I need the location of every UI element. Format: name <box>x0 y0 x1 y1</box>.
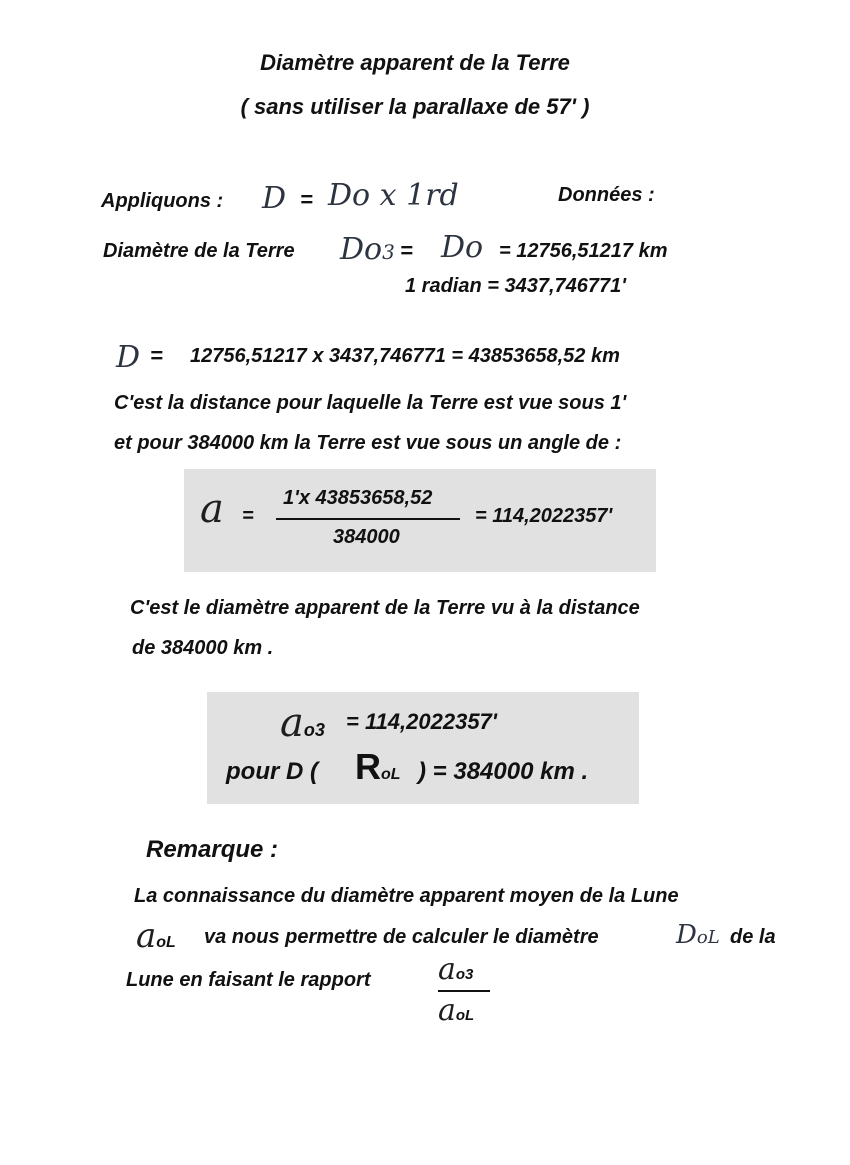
symbol-alpha-earth <box>280 700 325 746</box>
remark-heading: Remarque : <box>146 836 279 863</box>
angle-intro: et pour 384000 km la Terre est vue sous un angle de : <box>114 432 622 454</box>
distance-value: ) = 384000 km . <box>418 758 589 785</box>
symbol-alpha-moon-sub: oL <box>156 934 176 951</box>
symbol-alpha-moon <box>136 916 176 956</box>
symbol-alpha: a <box>200 486 224 532</box>
symbol-D-moon <box>676 920 720 950</box>
earth-diameter-value: = 12756,51217 km <box>499 240 668 262</box>
remark-line-2-end: de la <box>730 926 776 948</box>
symbol-Do-2: Do <box>441 230 484 265</box>
apply-label: Appliquons : <box>101 190 224 212</box>
ratio-denominator <box>438 993 474 1028</box>
symbol-alpha-sub: o3 <box>303 720 325 740</box>
symbol-R-sub: oL <box>381 766 401 783</box>
fraction-numerator: 1'x 43853658,52 <box>283 487 433 509</box>
distance-explanation: C'est la distance pour laquelle la Terre est vue sous 1' <box>114 392 627 414</box>
formula-rhs: Do x 1rd <box>328 178 459 213</box>
symbol-Do-earth <box>340 232 395 267</box>
radian-value: 1 radian = 3437,746771' <box>405 275 627 297</box>
remark-line-2: va nous permettre de calculer le diamètre <box>204 926 599 948</box>
equals-sign: = <box>300 187 313 212</box>
equals-sign-3: = <box>242 505 254 527</box>
symbol-alpha-3: a <box>136 916 157 956</box>
symbol-D: D <box>262 181 287 216</box>
remark-line-1: La connaissance du diamètre apparent moyen de la Lune <box>134 885 679 907</box>
fraction-bar <box>276 518 460 520</box>
ratio-den-sub: oL <box>455 1007 475 1024</box>
pour-D-label: pour D ( <box>226 758 318 785</box>
remark-line-3: Lune en faisant le rapport <box>126 969 371 991</box>
equals-sign-1: = <box>400 238 413 263</box>
angle-result: = 114,2022357' <box>475 505 613 527</box>
ratio-den-symbol: a <box>438 993 456 1028</box>
symbol-alpha-2: a <box>280 700 304 746</box>
distance-calculation: 12756,51217 x 3437,746771 = 43853658,52 km <box>190 345 620 367</box>
donnees-label: Données : <box>558 184 655 206</box>
ratio-numerator <box>438 952 473 987</box>
symbol-D-calc: D <box>116 340 141 375</box>
ratio-bar <box>438 990 490 992</box>
apparent-diameter-text: C'est le diamètre apparent de la Terre vu à la distance <box>130 597 640 619</box>
symbol-sub-earth: 3 <box>382 240 395 264</box>
apparent-diameter-distance: de 384000 km . <box>132 637 274 659</box>
ratio-num-sub: o3 <box>455 966 474 983</box>
ratio-num-symbol: a <box>438 952 456 987</box>
page-title: Diamètre apparent de la Terre <box>260 50 570 75</box>
symbol-Do: Do <box>340 232 383 267</box>
symbol-D-moon-letter: D <box>676 920 697 950</box>
symbol-D-moon-sub: oL <box>696 927 720 948</box>
earth-diameter-label: Diamètre de la Terre <box>103 240 295 262</box>
symbol-R <box>355 746 401 788</box>
page-subtitle: ( sans utiliser la parallaxe de 57' ) <box>240 94 590 119</box>
fraction-denominator: 384000 <box>333 526 400 548</box>
earth-apparent-value: = 114,2022357' <box>346 709 498 734</box>
equals-sign-2: = <box>150 343 163 368</box>
symbol-R-letter: R <box>355 746 381 787</box>
